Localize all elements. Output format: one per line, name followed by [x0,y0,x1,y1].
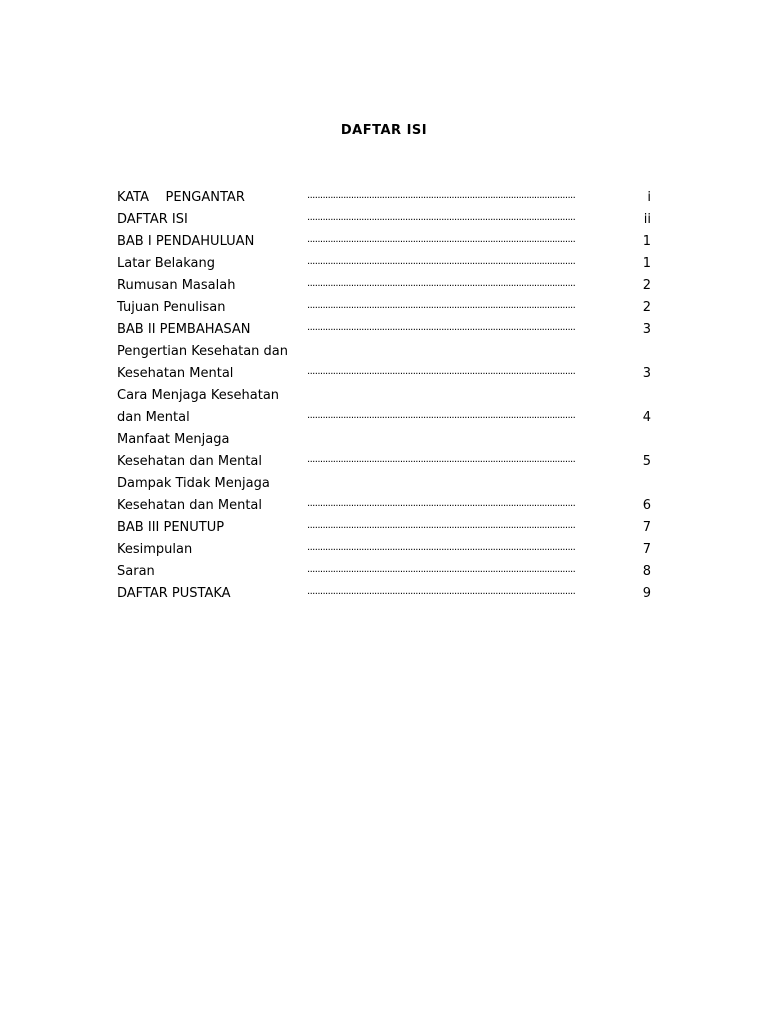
toc-entry [117,231,657,253]
toc-dot-leader: ........................................................................................................ [307,322,576,333]
toc-entry-page-number: 3 [642,322,651,337]
toc-entry-page-number: 7 [642,520,651,535]
toc-entry-label: Kesehatan dan Mental [117,498,263,513]
toc-entry-page-number: 3 [642,366,651,381]
toc-entry-label: Dampak Tidak Menjaga [117,476,270,491]
toc-entry [117,275,657,297]
toc-entry-label: Tujuan Penulisan [117,300,226,315]
toc-dot-leader: ........................................................................................................ [307,564,576,575]
toc-entry [117,253,657,275]
toc-entry-page-number: 2 [642,300,651,315]
toc-dot-leader: ........................................................................................................ [307,498,576,509]
toc-dot-leader: ........................................................................................................ [307,410,576,421]
toc-entry-label: KATA PENGANTAR [117,190,245,205]
toc-entry [117,429,657,451]
toc-entry-label: Kesehatan dan Mental [117,454,263,469]
toc-dot-leader: ........................................................................................................ [307,300,576,311]
toc-dot-leader: ........................................................................................................ [307,520,576,531]
toc-entry [117,495,657,517]
page-title: DAFTAR ISI [340,123,428,138]
toc-entry-page-number: 9 [642,586,651,601]
toc-entry [117,473,657,495]
toc-dot-leader: ........................................................................................................ [307,454,576,465]
toc-entry-label: Latar Belakang [117,256,216,271]
toc-dot-leader: ........................................................................................................ [307,278,576,289]
toc-entry-page-number: i [647,190,651,205]
toc-entry-label: BAB I PENDAHULUAN [117,234,255,249]
toc-entry-label: BAB III PENUTUP [117,520,225,535]
toc-dot-leader: ........................................................................................................ [307,190,576,201]
toc-entry [117,451,657,473]
toc-entry [117,297,657,319]
toc-entry-page-number: 1 [642,234,651,249]
toc-entry [117,407,657,429]
toc-entry [117,363,657,385]
toc-entry-page-number: 4 [642,410,651,425]
toc-dot-leader: ........................................................................................................ [307,212,576,223]
toc-entry-page-number: 8 [642,564,651,579]
toc-entry [117,583,657,605]
toc-entry-page-number: 5 [642,454,651,469]
toc-entry-label: Cara Menjaga Kesehatan [117,388,280,403]
toc-dot-leader: ........................................................................................................ [307,586,576,597]
toc-entry-label: Kesimpulan [117,542,193,557]
toc-entry [117,319,657,341]
toc-dot-leader: ........................................................................................................ [307,256,576,267]
toc-dot-leader: ........................................................................................................ [307,234,576,245]
toc-entry-label: Rumusan Masalah [117,278,236,293]
toc-entry [117,187,657,209]
toc-entry-page-number: ii [643,212,651,227]
toc-entry-label: Saran [117,564,155,579]
toc-entry-label: Manfaat Menjaga [117,432,230,447]
toc-entry-page-number: 6 [642,498,651,513]
toc-entry-label: Pengertian Kesehatan dan [117,344,288,359]
toc-entry [117,209,657,231]
toc-entry-label: DAFTAR PUSTAKA [117,586,231,601]
toc-entry-label: BAB II PEMBAHASAN [117,322,251,337]
toc-entry [117,539,657,561]
toc-entry-label: dan Mental [117,410,190,425]
toc-entry-page-number: 1 [642,256,651,271]
toc-entry-page-number: 2 [642,278,651,293]
toc-entry-page-number: 7 [642,542,651,557]
toc-dot-leader: ........................................................................................................ [307,366,576,377]
toc-dot-leader: ........................................................................................................ [307,542,576,553]
toc-entry [117,561,657,583]
toc-entry [117,517,657,539]
table-of-contents [117,187,657,605]
toc-entry [117,385,657,407]
toc-entry-label: DAFTAR ISI [117,212,188,227]
toc-entry-label: Kesehatan Mental [117,366,234,381]
toc-entry [117,341,657,363]
